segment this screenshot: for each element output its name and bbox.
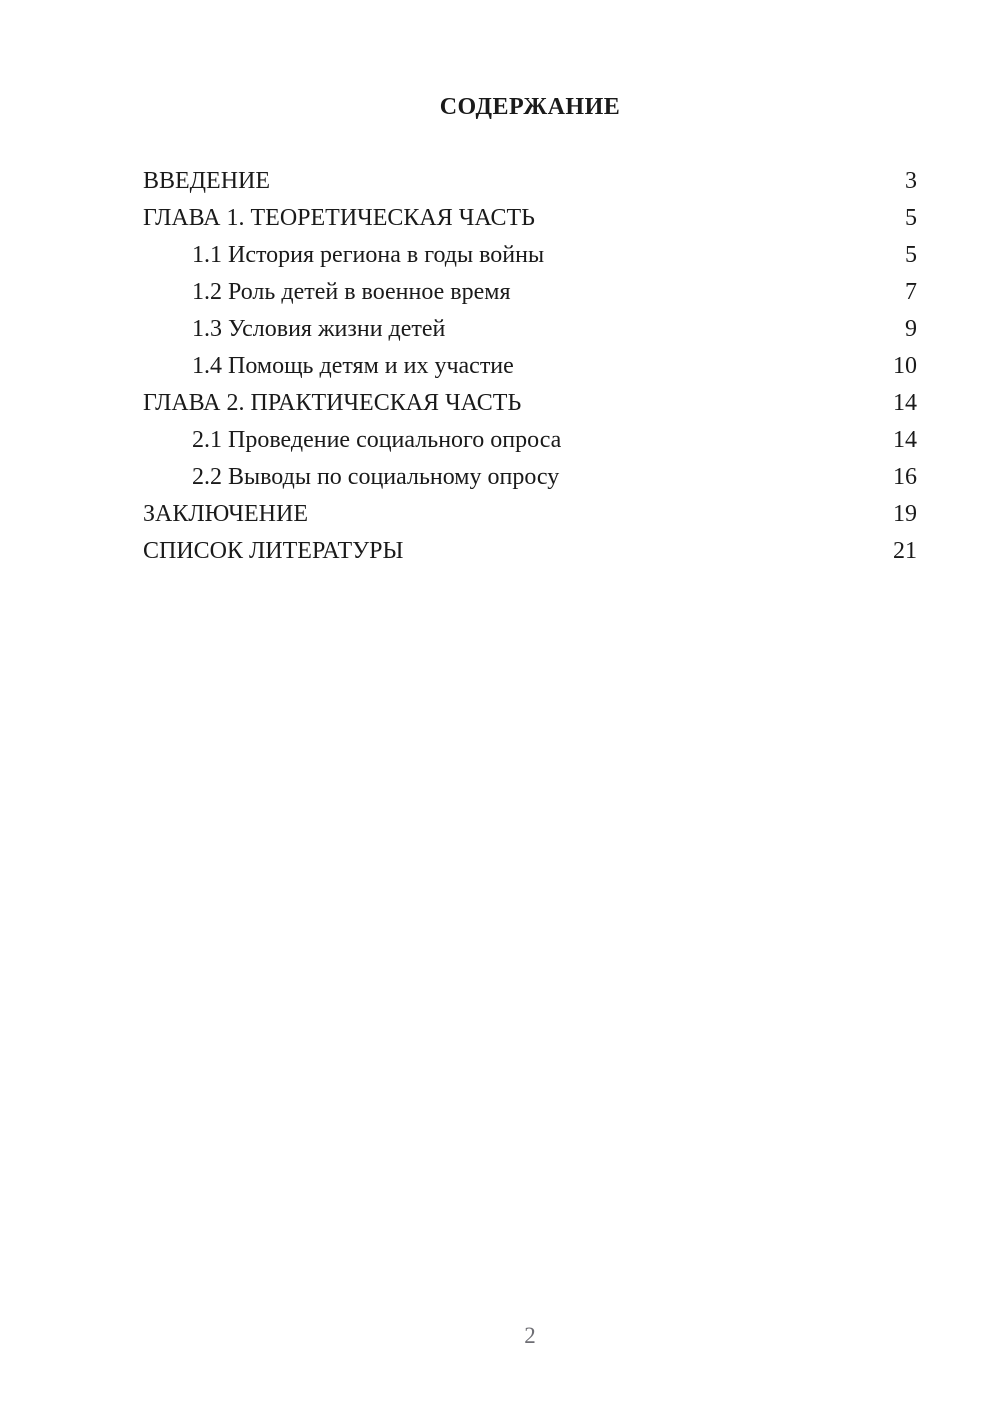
page-content bbox=[143, 0, 917, 570]
toc-entry-label: 1.2 Роль детей в военное время bbox=[192, 279, 511, 305]
toc-entry bbox=[143, 348, 917, 385]
toc-entry bbox=[143, 311, 917, 348]
toc-entry bbox=[143, 496, 917, 533]
toc-entry bbox=[143, 163, 917, 200]
page-title: СОДЕРЖАНИЕ bbox=[439, 94, 621, 120]
toc-entry-label: ГЛАВА 2. ПРАКТИЧЕСКАЯ ЧАСТЬ bbox=[143, 390, 522, 416]
toc-entry bbox=[143, 200, 917, 237]
toc-entry bbox=[143, 274, 917, 311]
toc-entry-page: 9 bbox=[905, 316, 917, 342]
toc-entry-page: 5 bbox=[905, 242, 917, 268]
toc-entry bbox=[143, 459, 917, 496]
toc-entry-label: 2.2 Выводы по социальному опросу bbox=[192, 464, 560, 490]
toc-entry-page: 16 bbox=[893, 464, 917, 490]
toc-entry bbox=[143, 385, 917, 422]
toc-entry-label: ВВЕДЕНИЕ bbox=[143, 168, 271, 194]
toc-entry-page: 10 bbox=[893, 353, 917, 379]
toc-entry-page: 21 bbox=[893, 538, 917, 564]
toc-entry-page: 14 bbox=[893, 427, 917, 453]
toc-entry-label: ЗАКЛЮЧЕНИЕ bbox=[143, 501, 308, 527]
toc-entry-label: ГЛАВА 1. ТЕОРЕТИЧЕСКАЯ ЧАСТЬ bbox=[143, 205, 535, 231]
table-of-contents bbox=[143, 163, 917, 570]
toc-entry-page: 14 bbox=[893, 390, 917, 416]
toc-entry-label: 2.1 Проведение социального опроса bbox=[192, 427, 562, 453]
toc-entry-page: 3 bbox=[905, 168, 917, 194]
toc-entry-page: 5 bbox=[905, 205, 917, 231]
toc-entry-label: 1.3 Условия жизни детей bbox=[192, 316, 446, 342]
toc-entry bbox=[143, 237, 917, 274]
toc-entry-label: 1.4 Помощь детям и их участие bbox=[192, 353, 514, 379]
toc-entry-label: 1.1 История региона в годы войны bbox=[192, 242, 545, 268]
toc-entry-label: СПИСОК ЛИТЕРАТУРЫ bbox=[143, 538, 404, 564]
toc-entry bbox=[143, 533, 917, 570]
toc-entry-page: 7 bbox=[905, 279, 917, 305]
toc-entry-page: 19 bbox=[893, 501, 917, 527]
toc-entry bbox=[143, 422, 917, 459]
footer-page-number: 2 bbox=[524, 1323, 536, 1348]
